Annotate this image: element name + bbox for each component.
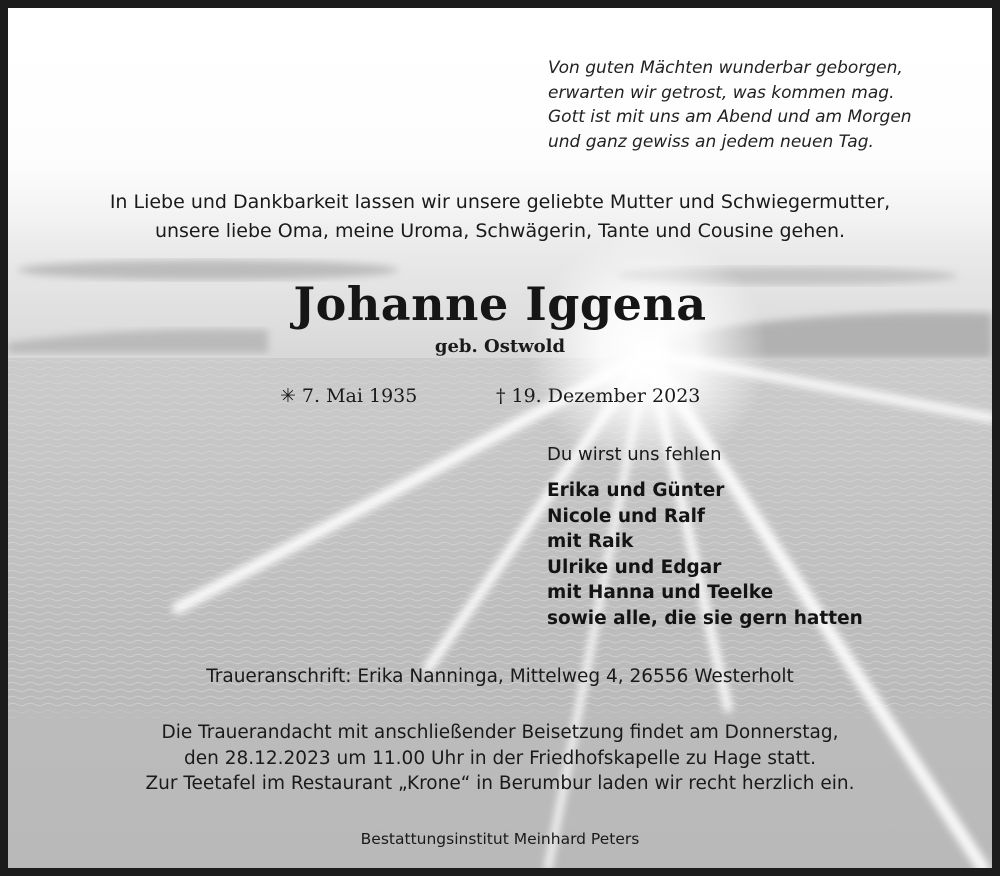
mourner-name: Ulrike und Edgar [547,556,722,578]
mourner-name: mit Raik [547,531,634,552]
mourners-heading: Du wirst uns fehlen [547,444,722,465]
death-date-text: 19. Dezember 2023 [511,385,701,407]
funeral-home: Bestattungsinstitut Meinhard Peters [360,830,640,848]
death-date [496,382,700,410]
mourner-name: mit Hanna und Teelke [547,582,774,603]
poem-line: Gott ist mit uns am Abend und am Morgen [548,107,912,127]
maiden-name: geb. Ostwold [434,336,566,357]
mourner-name: Erika und Günter [547,480,725,501]
birth-date-text: 7. Mai 1935 [301,385,418,407]
birth-star-icon: ✳ [280,385,296,407]
mourning-address: Traueranschrift: Erika Nanninga, Mittelweg 4, 26556 Westerholt [206,666,794,687]
deceased-name: Johanne Iggena [293,277,707,331]
intro-line: unsere liebe Oma, meine Uroma, Schwägerin, Tante und Cousine gehen. [154,220,846,242]
poem-line: und ganz gewiss an jedem neuen Tag. [548,131,874,152]
death-cross-icon: † [496,385,506,407]
text-layer [8,8,992,868]
service-line: Die Trauerandacht mit anschließender Beisetzung findet am Donnerstag, [161,722,839,743]
service-details [8,720,992,797]
mourner-name: Nicole und Ralf [547,505,705,527]
mourners-list [547,478,863,631]
intro-line: In Liebe und Dankbarkeit lassen wir unsere geliebte Mutter und Schwiegermutter, [109,191,891,213]
service-line: Zur Teetafel im Restaurant „Krone“ in Berumbur laden wir recht herzlich ein. [145,773,855,794]
service-line: den 28.12.2023 um 11.00 Uhr in der Friedhofskapelle zu Hage statt. [183,747,817,769]
bonhoeffer-poem [548,56,968,154]
poem-line: Von guten Mächten wunderbar geborgen, [548,58,903,78]
birth-date [280,382,417,410]
poem-line: erwarten wir getrost, was kommen mag. [548,82,895,103]
mourner-name: sowie alle, die sie gern hatten [547,607,863,629]
intro-text [8,188,992,246]
